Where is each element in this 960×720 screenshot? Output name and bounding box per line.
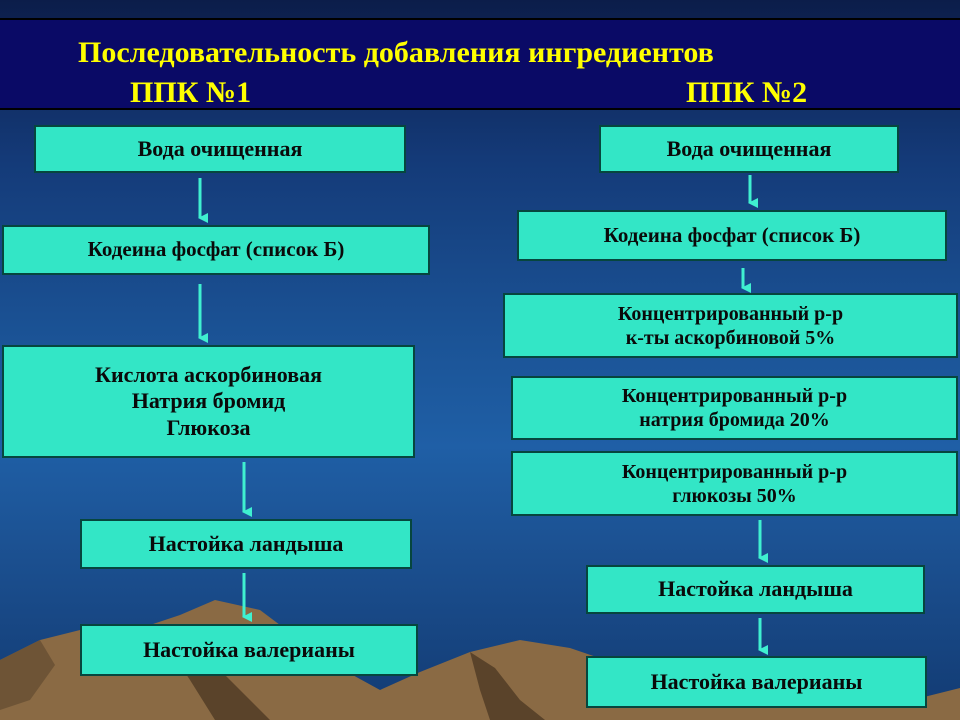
right-step-glucose-solution: Концентрированный р-р глюкозы 50%: [511, 451, 958, 516]
column-title-ppk-2: ППК №2: [686, 76, 808, 109]
right-step-lily-tincture: Настойка ландыша: [586, 565, 925, 614]
title-band: [0, 18, 960, 110]
right-step-bromide-solution: Концентрированный р-р натрия бромида 20%: [511, 376, 958, 440]
right-step-codeine: Кодеина фосфат (список Б): [517, 210, 947, 261]
slide-title: Последовательность добавления ингредиентов: [78, 36, 714, 69]
column-title-ppk-1: ППК №1: [130, 76, 252, 109]
left-step-lily-tincture: Настойка ландыша: [80, 519, 412, 569]
right-step-valerian-tincture: Настойка валерианы: [586, 656, 927, 708]
left-step-ascorbic-bromide-glucose: Кислота аскорбиновая Натрия бромид Глюкоза: [2, 345, 415, 458]
left-step-valerian-tincture: Настойка валерианы: [80, 624, 418, 676]
left-step-codeine: Кодеина фосфат (список Б): [2, 225, 430, 275]
right-step-water: Вода очищенная: [599, 125, 899, 173]
left-step-water: Вода очищенная: [34, 125, 406, 173]
right-step-ascorbic-solution: Концентрированный р-р к-ты аскорбиновой 5%: [503, 293, 958, 358]
